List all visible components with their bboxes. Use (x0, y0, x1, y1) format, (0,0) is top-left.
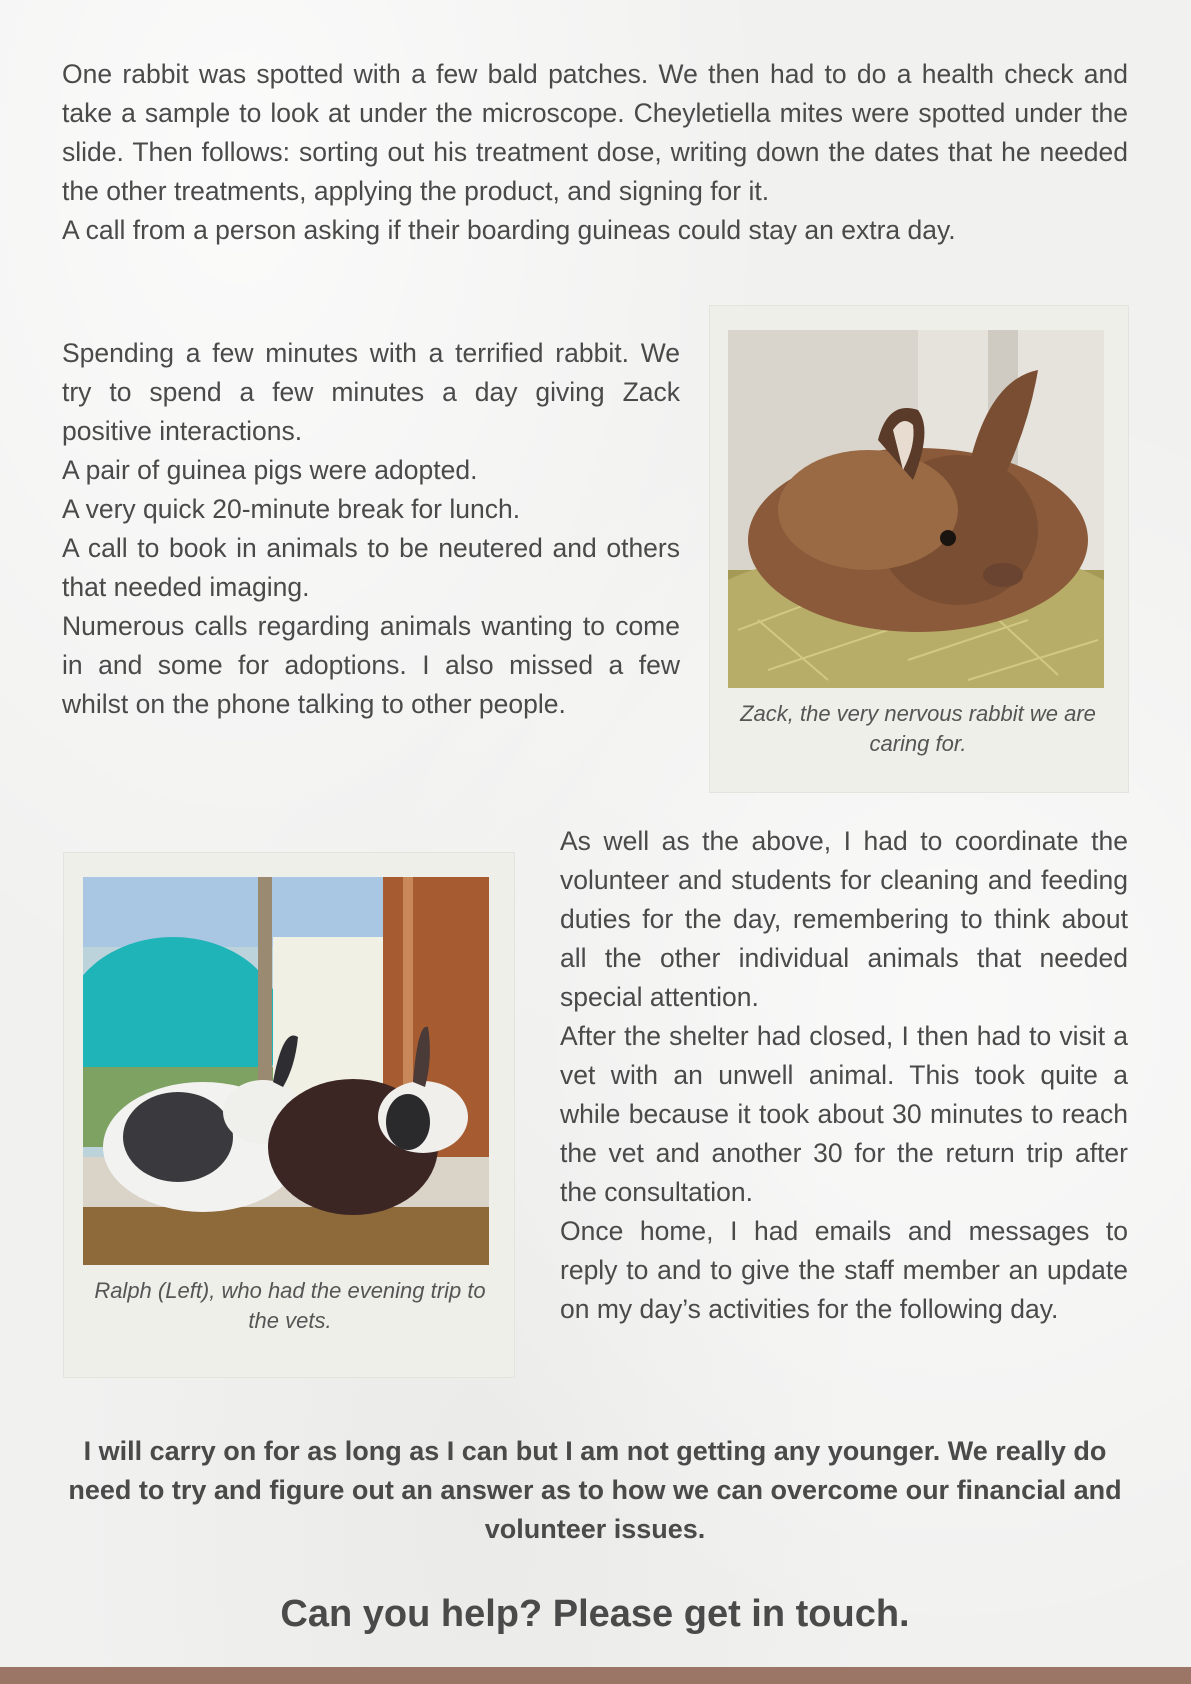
middle-section (62, 334, 680, 724)
zack-rabbit-photo (728, 330, 1104, 688)
appeal-statement: I will carry on for as long as I can but I am not getting any younger. We really do need to try and figure out an answer as to how we can overcome our financial and volunteer issues. (68, 1436, 1122, 1544)
zack-figure (709, 305, 1129, 793)
ralph-rabbits-photo (83, 877, 489, 1265)
lower-line-vet-visit: After the shelter had closed, I then had to visit a vet with an unwell animal. This took quite a while because it took about 30 minutes to reach the vet and another 30 for the return trip after the consultation. (560, 1021, 1128, 1207)
lower-line-coordination: As well as the above, I had to coordinate the volunteer and students for cleaning and feeding duties for the day, remembering to think about all the other individual animals that needed special attention. (560, 826, 1128, 1012)
middle-line-rabbit: Spending a few minutes with a terrified rabbit. We try to spend a few minutes a day giving Zack positive interactions. (62, 338, 680, 446)
middle-line-adoption: A pair of guinea pigs were adopted. (62, 455, 478, 485)
footer-bar (0, 1667, 1191, 1684)
zack-caption: Zack, the very nervous rabbit we are caring for. (740, 701, 1096, 756)
ralph-caption: Ralph (Left), who had the evening trip to the vets. (94, 1278, 486, 1333)
call-to-action-heading: Can you help? Please get in touch. (280, 1593, 910, 1635)
middle-line-lunch: A very quick 20-minute break for lunch. (62, 494, 521, 524)
intro-paragraph: One rabbit was spotted with a few bald patches. We then had to do a health check and take a sample to look at under the microscope. Cheyletiella mites were spotted under the slide. Then follows: sorting out his treatment dose, writing down the dates that he needed the other treatments, applying the product, and signing for it. (62, 59, 1128, 206)
intro-section (62, 55, 1128, 250)
middle-line-calls: Numerous calls regarding animals wanting to come in and some for adoptions. I also missed a few whilst on the phone talking to other people. (62, 611, 680, 719)
middle-line-booking: A call to book in animals to be neutered and others that needed imaging. (62, 533, 680, 602)
lower-line-emails: Once home, I had emails and messages to reply to and to give the staff member an update on my day’s activities for the following day. (560, 1216, 1128, 1324)
ralph-figure (63, 852, 515, 1378)
lower-section (560, 822, 1128, 1329)
intro-boarding-call: A call from a person asking if their boarding guineas could stay an extra day. (62, 215, 956, 245)
